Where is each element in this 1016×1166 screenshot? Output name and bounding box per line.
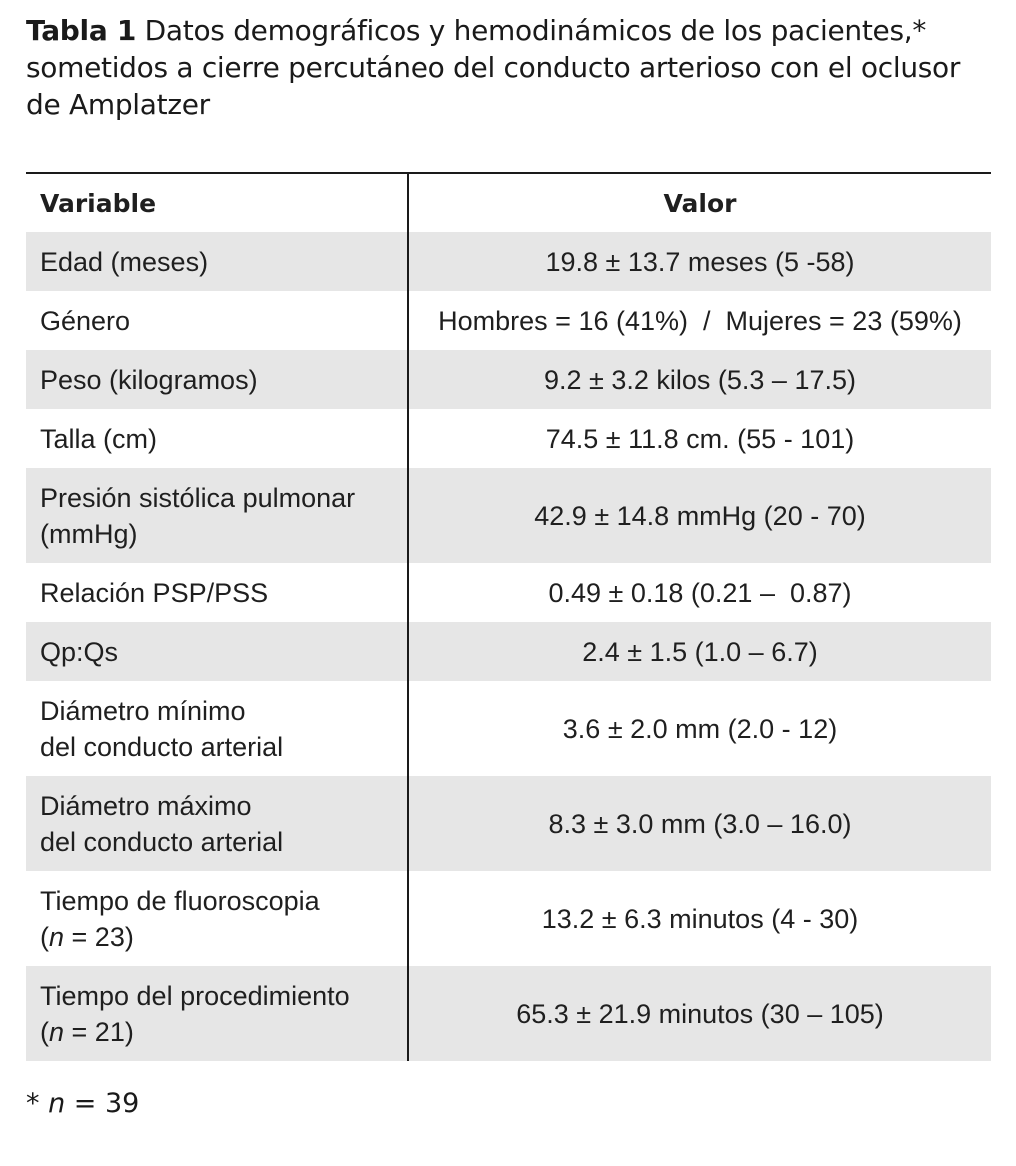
- row-variable: Peso (kilogramos): [26, 350, 408, 409]
- row-variable: Género: [40, 305, 131, 336]
- row-variable-line2-rest: = 21): [64, 1016, 134, 1047]
- table-row: [26, 563, 991, 622]
- table-row: [26, 776, 991, 871]
- row-variable-line1: Tiempo de fluoroscopia: [40, 885, 320, 916]
- row-value: [408, 291, 991, 350]
- row-value: 74.5 ± 11.8 cm. (55 - 101): [408, 409, 991, 468]
- row-variable: [26, 871, 408, 966]
- row-variable-line2-rest: = 23): [64, 921, 134, 952]
- row-value: 8.3 ± 3.0 mm (3.0 – 16.0): [408, 776, 991, 871]
- row-value: [408, 563, 991, 622]
- row-variable: [26, 776, 408, 871]
- table-caption: [26, 12, 996, 123]
- table-row: [26, 232, 991, 291]
- row-value: 13.2 ± 6.3 minutos (4 - 30): [408, 871, 991, 966]
- caption-text: Datos demográficos y hemodinámicos de los pacientes,* sometidos a cierre percutáneo del conducto arterioso con el oclusor de Amplatzer: [26, 14, 961, 121]
- footnote-n: n: [48, 1088, 66, 1119]
- row-variable: Talla (cm): [40, 423, 158, 454]
- row-variable-line1: Diámetro mínimo: [40, 695, 246, 726]
- caption-label: Tabla 1: [26, 14, 137, 47]
- header-value: Valor: [408, 174, 991, 232]
- row-variable-line2-open: (: [40, 921, 49, 952]
- row-variable-line2-n: n: [49, 1016, 65, 1047]
- row-variable-line2: del conducto arterial: [40, 826, 284, 857]
- row-variable-line2: (mmHg): [40, 518, 138, 549]
- table-row: [26, 409, 991, 468]
- table-row: [26, 350, 991, 409]
- row-variable: Qp:Qs: [26, 622, 408, 681]
- table-row: [26, 468, 991, 563]
- row-variable-line1: Presión sistólica pulmonar: [40, 482, 356, 513]
- table-row: [26, 681, 991, 776]
- row-value: 65.3 ± 21.9 minutos (30 – 105): [408, 966, 991, 1061]
- header-variable: Variable: [40, 188, 157, 218]
- row-value: 2.4 ± 1.5 (1.0 – 6.7): [408, 622, 991, 681]
- row-variable: [26, 468, 408, 563]
- data-table-container: [26, 172, 991, 1061]
- row-value: 3.6 ± 2.0 mm (2.0 - 12): [408, 681, 991, 776]
- row-variable-line2-n: n: [49, 921, 65, 952]
- row-variable-line1: Diámetro máximo: [40, 790, 252, 821]
- table-row: [26, 871, 991, 966]
- row-variable-line2: del conducto arterial: [40, 731, 284, 762]
- footnote-suffix: = 39: [65, 1088, 140, 1119]
- table-footnote: [26, 1088, 139, 1119]
- row-variable: [26, 681, 408, 776]
- demographics-table: [26, 174, 991, 1061]
- row-variable: Edad (meses): [26, 232, 408, 291]
- row-variable: [26, 966, 408, 1061]
- row-value: 19.8 ± 13.7 meses (5 -58): [408, 232, 991, 291]
- table-header-row: [26, 174, 991, 232]
- table-row: [26, 622, 991, 681]
- row-variable: Relación PSP/PSS: [40, 577, 269, 608]
- row-value: 42.9 ± 14.8 mmHg (20 - 70): [408, 468, 991, 563]
- table-row: [26, 966, 991, 1061]
- row-value-text: 0.49 ± 0.18 (0.21 – 0.87): [548, 577, 852, 608]
- row-value: 9.2 ± 3.2 kilos (5.3 – 17.5): [408, 350, 991, 409]
- table-row: [26, 291, 991, 350]
- footnote-prefix: *: [26, 1088, 49, 1119]
- row-variable-line1: Tiempo del procedimiento: [40, 980, 350, 1011]
- row-variable-line2-open: (: [40, 1016, 49, 1047]
- row-value-text: Hombres = 16 (41%) / Mujeres = 23 (59%): [438, 305, 962, 336]
